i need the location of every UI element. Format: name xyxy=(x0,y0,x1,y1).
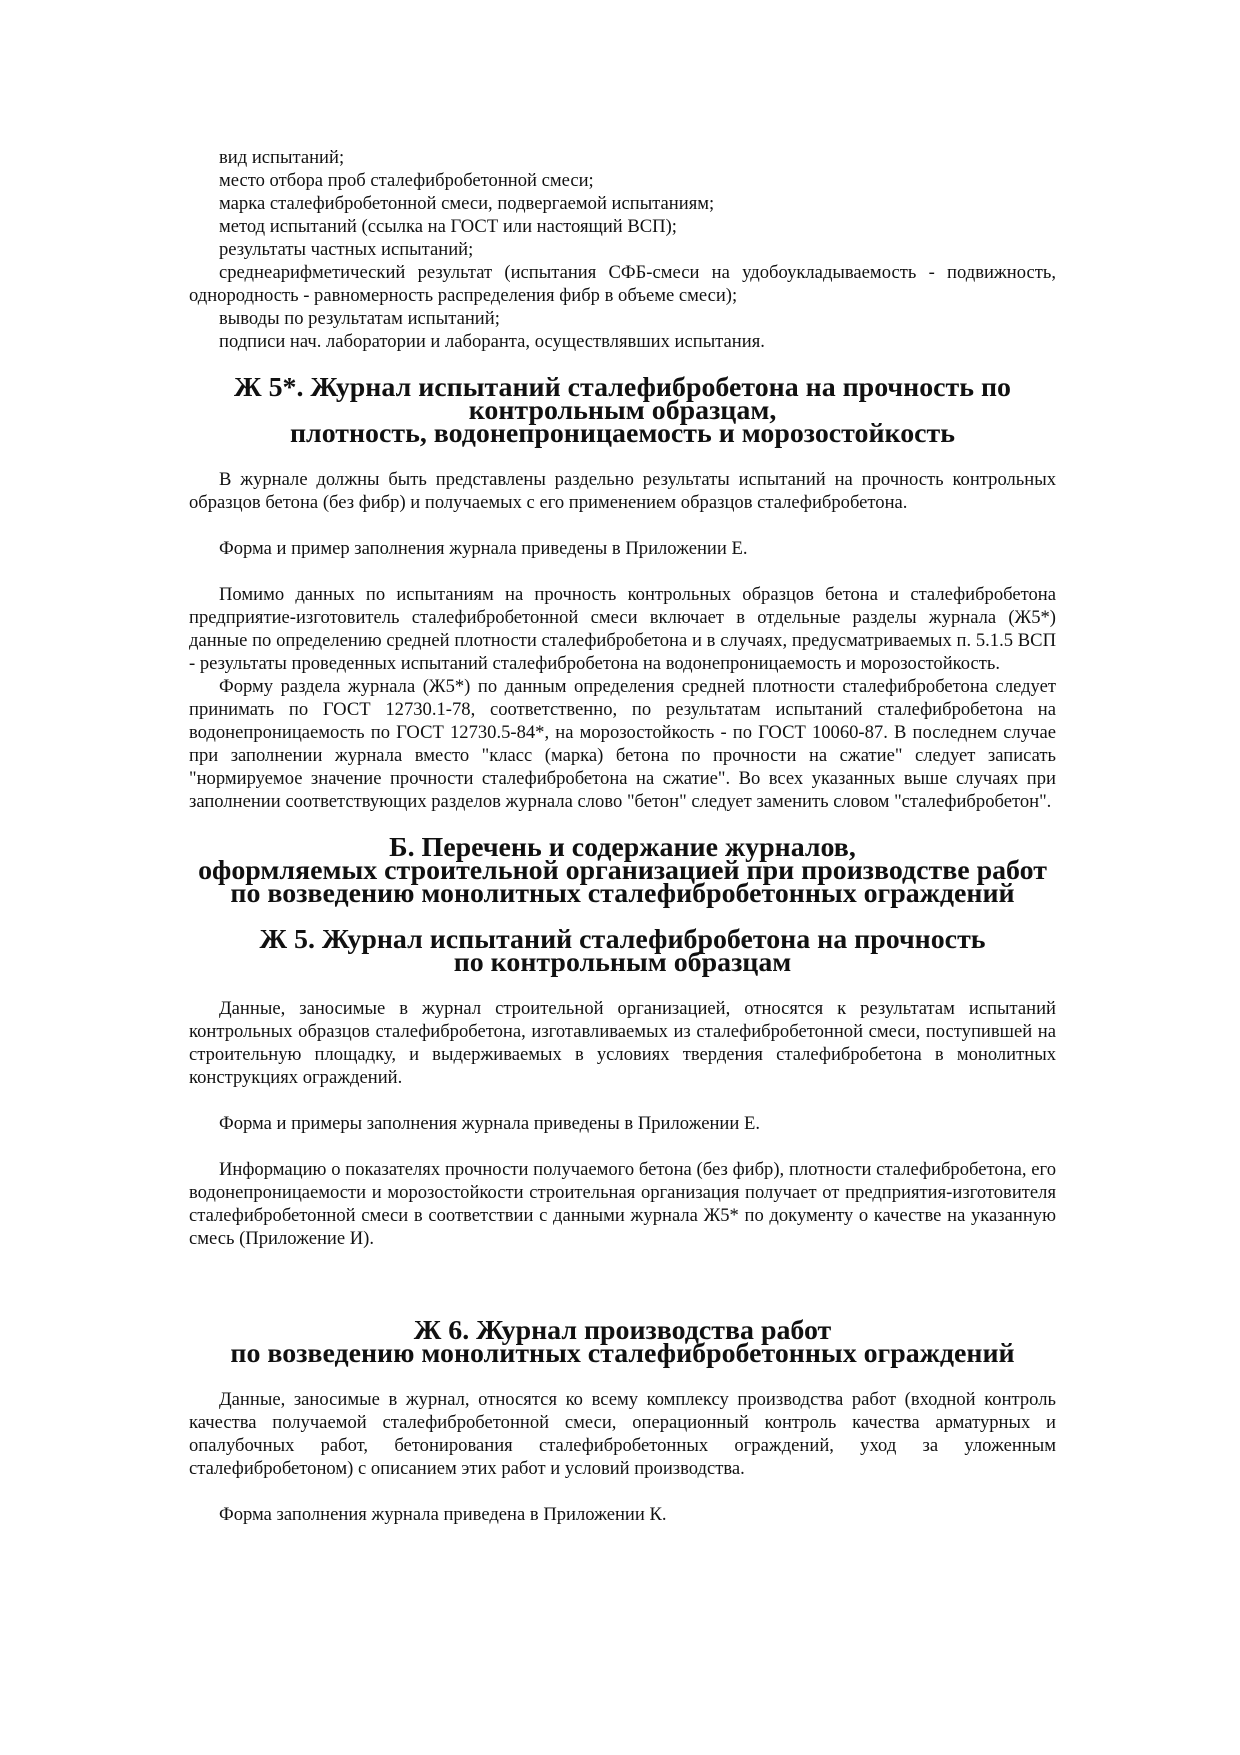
section-heading-b xyxy=(189,832,1056,909)
heading-line: по возведению монолитных сталефибробетонных ограждений xyxy=(230,1338,1015,1369)
list-item: вид испытаний; xyxy=(219,147,345,168)
heading-line: Ж 5*. Журнал испытаний сталефибробетона на прочность по контрольным образцам, xyxy=(234,372,1011,426)
list-item: марка сталефибробетонной смеси, подвергаемой испытаниям; xyxy=(219,193,715,214)
list-item: выводы по результатам испытаний; xyxy=(219,308,500,329)
heading-line: Ж 6. Журнал производства работ xyxy=(413,1315,832,1346)
paragraph: Форма и пример заполнения журнала приведены в Приложении Е. xyxy=(219,538,748,559)
list-item: место отбора проб сталефибробетонной смеси; xyxy=(219,170,594,191)
heading-line: оформляемых строительной организацией при производстве работ xyxy=(198,855,1047,886)
list-item: результаты частных испытаний; xyxy=(219,239,474,260)
list-item: метод испытаний (ссылка на ГОСТ или настоящий ВСП); xyxy=(219,216,677,237)
list-item: подписи нач. лаборатории и лаборанта, осуществлявших испытания. xyxy=(219,331,765,352)
heading-line: плотность, водонепроницаемость и морозостойкость xyxy=(289,418,955,449)
paragraph: Форму раздела журнала (Ж5*) по данным определения средней плотности сталефибробетона следует принимать по ГОСТ 12730.1-78, соответственно, по результатам испытаний сталефибробетона на водонепроницаемость по ГОСТ 12730.5-84*, на морозостойкость - по ГОСТ 10060-87. В последнем случае при заполнении журнала вместо "класс (марка) бетона по прочности на сжатие" следует записать "нормируемое значение прочности сталефибробетона на сжатие". Во всех указанных выше случаях при заполнении соответствующих разделов журнала слово "бетон" следует заменить словом "сталефибробетон". xyxy=(189,676,1056,812)
paragraph: Данные, заносимые в журнал строительной организацией, относятся к результатам испытаний контрольных образцов сталефибробетона, изготавливаемых из сталефибробетонной смеси, поступившей на строительную площадку, и выдерживаемых в условиях твердения сталефибробетона в монолитных конструкциях ограждений. xyxy=(189,998,1056,1088)
paragraph: В журнале должны быть представлены раздельно результаты испытаний на прочность контрольных образцов бетона (без фибр) и получаемых с его применением образцов сталефибробетона. xyxy=(189,469,1056,513)
heading-line: Ж 5. Журнал испытаний сталефибробетона на прочность xyxy=(259,924,986,955)
section-heading-zh5 xyxy=(189,924,1056,978)
heading-line: по возведению монолитных сталефибробетонных ограждений xyxy=(230,878,1015,909)
heading-line: Б. Перечень и содержание журналов, xyxy=(389,832,856,863)
section-heading-zh6 xyxy=(189,1315,1056,1369)
list-item: среднеарифметический результат (испытания СФБ-смеси на удобоукладываемость - подвижность, однородность - равномерность распределения фибр в объеме смеси); xyxy=(189,262,1056,306)
paragraph: Информацию о показателях прочности получаемого бетона (без фибр), плотности сталефибробетона, его водонепроницаемости и морозостойкости строительная организация получает от предприятия-изготовителя сталефибробетонной смеси в соответствии с данными журнала Ж5* по документу о качестве на указанную смесь (Приложение И). xyxy=(189,1159,1056,1249)
paragraph: Помимо данных по испытаниям на прочность контрольных образцов бетона и сталефибробетона предприятие-изготовитель сталефибробетонной смеси включает в отдельные разделы журнала (Ж5*) данные по определению средней плотности сталефибробетона и в случаях, предусматриваемых п. 5.1.5 ВСП - результаты проведенных испытаний сталефибробетона на водонепроницаемость и морозостойкость. xyxy=(189,584,1056,674)
paragraph: Форма и примеры заполнения журнала приведены в Приложении Е. xyxy=(219,1113,760,1134)
paragraph: Форма заполнения журнала приведена в Приложении К. xyxy=(219,1504,667,1525)
test-record-items-list xyxy=(189,146,1056,353)
paragraph: Данные, заносимые в журнал, относятся ко всему комплексу производства работ (входной контроль качества получаемой сталефибробетонной смеси, операционный контроль качества арматурных и опалубочных работ, бетонирования сталефибробетонных ограждений, уход за уложенным сталефибробетоном) с описанием этих работ и условий производства. xyxy=(189,1389,1056,1479)
section-heading-zh5-star xyxy=(189,372,1056,449)
document-page xyxy=(189,146,1056,1526)
heading-line: по контрольным образцам xyxy=(453,947,792,978)
